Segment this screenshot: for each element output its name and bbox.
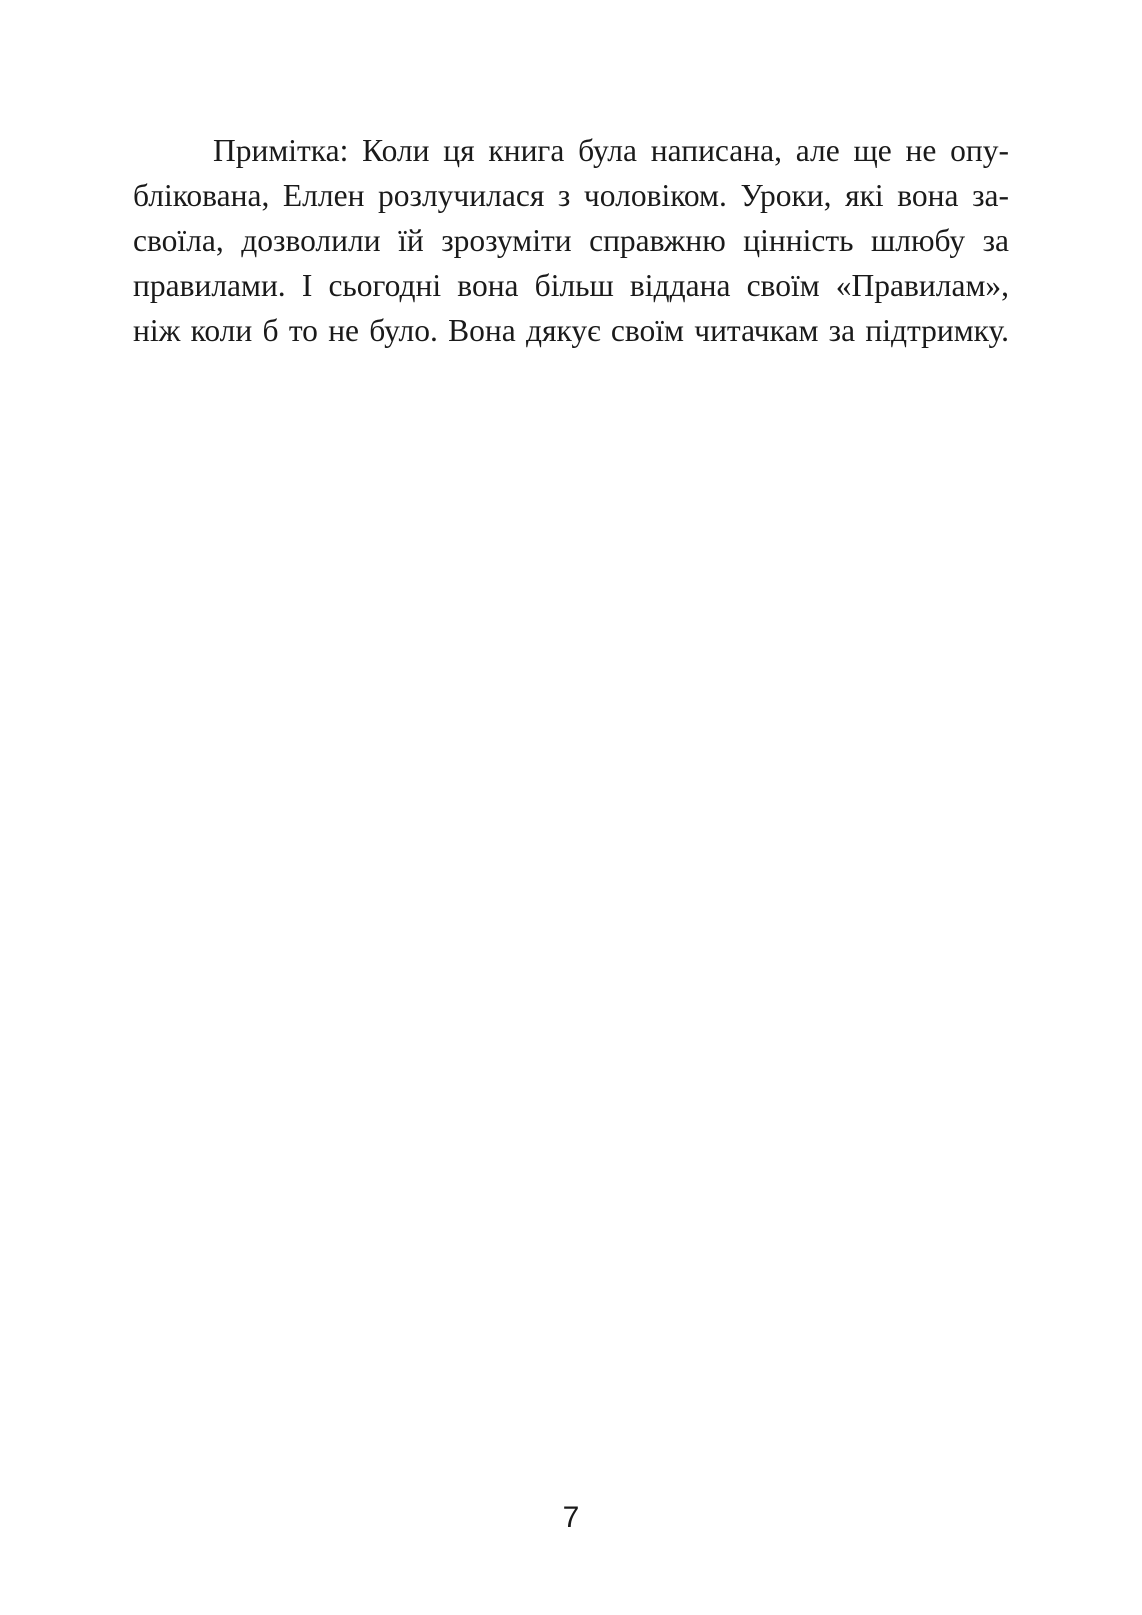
page-number: 7 bbox=[562, 1501, 580, 1534]
note-paragraph bbox=[133, 128, 1009, 353]
paragraph-line: ніж коли б то не було. Вона дякує своїм читачкам за підтримку. bbox=[133, 313, 1009, 348]
paragraph-line: правилами. І сьогодні вона більш віддана своїм «Правилам», bbox=[133, 268, 1009, 303]
paragraph-line: Примітка: Коли ця книга була написана, але ще не опу- bbox=[213, 133, 1009, 168]
paragraph-line: блікована, Еллен розлучилася з чоловіком. Уроки, які вона за- bbox=[133, 178, 1009, 213]
paragraph-line: своїла, дозволили їй зрозуміти справжню цінність шлюбу за bbox=[133, 223, 1009, 258]
